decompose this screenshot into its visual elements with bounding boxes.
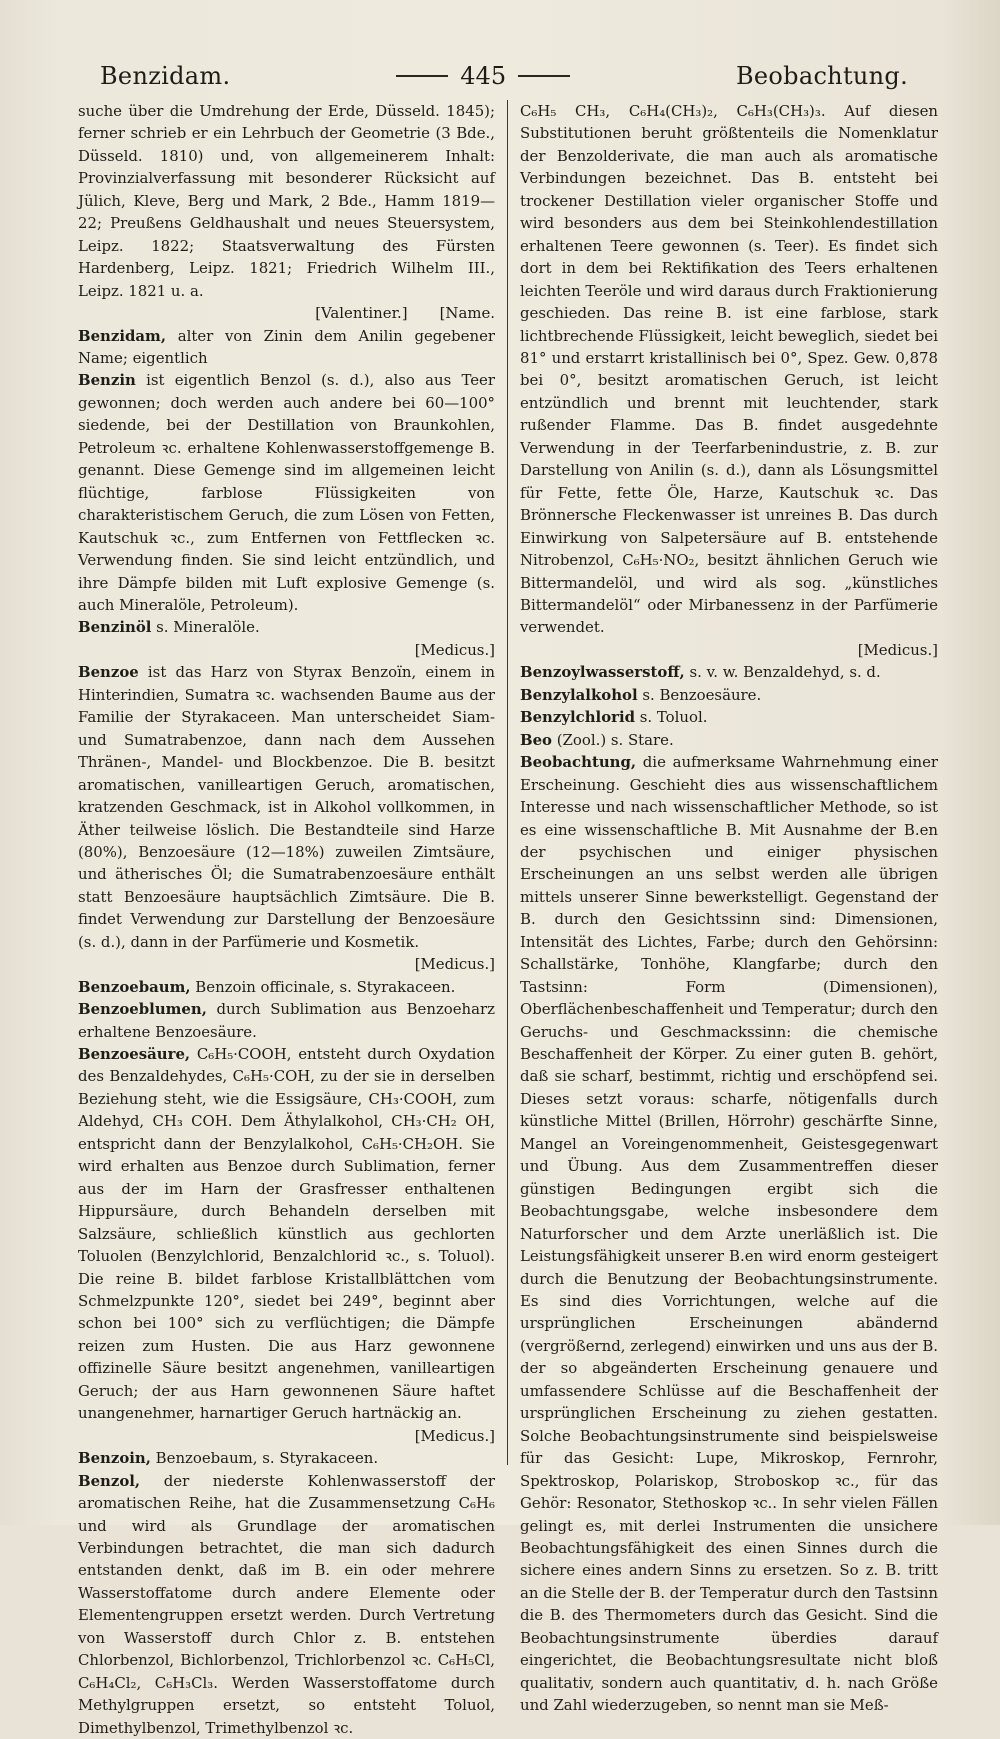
entry-headword: Benzol,	[78, 1471, 141, 1490]
entry-beobachtung: Beobachtung, die aufmerksame Wahrnehmung einer Erscheinung. Geschieht dies aus wissenschaftlichem Interesse und nach wissenschaftlicher Methode, so ist es eine wissenschaftliche B. Mit Ausnahme der B.en der psychischen und einiger physischen Erscheinungen an uns selbst werden alle übrigen mittels unserer Sinne bewerkstelligt. Gegenstand der B. durch den Gesichtssinn sind: Dimensionen, Intensität des Lichtes, Farbe; durch den Gehörsinn: Schallstärke, Tonhöhe, Klangfarbe; durch den Tastsinn: Form (Dimensionen), Oberflächenbeschaffenheit und Temperatur; durch den Geruchs- und Geschmackssinn: die chemische Beschaffenheit der Körper. Zu einer guten B. gehört, daß sie scharf, bestimmt, richtig und erschöpfend sei. Dieses setzt voraus: scharfe, nötigenfalls durch künstliche Mittel (Brillen, Hörrohr) geschärfte Sinne, Mangel an Voreingenommenheit, Geistesgegenwart und Übung. Aus dem Zusammentreffen dieser günstigen Bedingungen ergibt sich die Beobachtungsgabe, welche insbesondere dem Naturforscher und dem Arzte unerläßlich ist. Die Leistungsfähigkeit unserer B.en wird enorm gesteigert durch die Benutzung der Beobachtungsinstrumente. Es sind dies Vorrichtungen, welche auf die ursprünglichen Erscheinungen abändernd (vergrößernd, zerlegend) einwirken und uns aus der B. der so abgeänderten Erscheinung genauere und umfassendere Schlüsse auf die Beschaffenheit der ursprünglichen Erscheinung zu ziehen gestatten. Solche Beobachtungsinstrumente sind beispielsweise für das Gesicht: Lupe, Mikroskop, Fernrohr, Spektroskop, Polariskop, Stroboskop ꝛc., für das Gehör: Resonator, Stethoskop ꝛc.. In sehr vielen Fällen gelingt es, mit derlei Instrumenten die unsichere Beobachtungsfähigkeit des einen Sinnes durch die sichere eines andern Sinns zu ersetzen. So z. B. tritt an die Stelle der B. der Temperatur durch den Tastsinn die B. des Thermometers durch das Gesicht. Sind die Beobachtungsinstrumente überdies darauf eingerichtet, die Beobachtungsresultate nicht bloß qualitativ, sondern auch quantitativ, d. h. nach Größe und Zahl wiederzugeben, so nennt man sie Meß-	[520, 753, 938, 1715]
header-rule-left	[396, 75, 448, 77]
author-signature: [Valentiner.]	[315, 304, 408, 323]
right-column	[508, 100, 938, 1715]
entry-headword: Benzylalkohol	[520, 685, 638, 704]
entry-headword: Benzylchlorid	[520, 708, 636, 727]
entry-headword: Benzin	[78, 371, 136, 390]
entry-benzylchlorid: Benzylchlorid s. Toluol.	[520, 708, 708, 727]
two-column-body	[78, 100, 938, 1737]
entry-benzylalkohol: Benzylalkohol s. Benzoesäure.	[520, 685, 762, 704]
entry-headword: Benzoebaum,	[78, 977, 191, 996]
header-left-keyword: Benzidam.	[100, 62, 231, 90]
left-column	[78, 100, 508, 1737]
author-signature: [Medicus.]	[857, 640, 938, 659]
running-header	[100, 56, 908, 96]
entry-headword: Benzidam,	[78, 326, 166, 345]
entry-benzidam: Benzidam, alter von Zinin dem Anilin gegebener Name; eigentlich	[78, 326, 495, 367]
entry-benzoeblumen: Benzoeblumen, durch Sublimation aus Benzoeharz erhaltene Benzoesäure.	[78, 1000, 495, 1041]
entry-benzol-continuation: C₆H₅ CH₃, C₆H₄(CH₃)₂, C₆H₃(CH₃)₃. Auf diesen Substitutionen beruht größtenteils die Nomenklatur der Benzolderivate, die man auch als aromatische Verbindungen bezeichnet. Das B. entsteht bei trockener Destillation vieler organischer Stoffe und wird besonders aus dem bei Steinkohlendestillation erhaltenen Teere gewonnen (s. Teer). Es findet sich dort in dem bei Rektifikation des Teers erhaltenen leichten Teeröle und wird daraus durch Fraktionierung geschieden. Das reine B. ist eine farblose, stark lichtbrechende Flüssigkeit, leicht beweglich, siedet bei 81° und erstarrt kristallinisch bei 0°, Spez. Gew. 0,878 bei 0°, besitzt aromatischen Geruch, ist leicht entzündlich und brennt mit leuchtender, stark rußender Flamme. Das B. findet ausgedehnte Verwendung in der Teerfarbenindustrie, z. B. zur Darstellung von Anilin (s. d.), dann als Lösungsmittel für Fette, fette Öle, Harze, Kautschuk ꝛc. Das Brönnersche Fleckenwasser ist unreines B. Das durch Einwirkung von Salpetersäure auf B. entstehende Nitrobenzol, C₆H₅·NO₂, besitzt ähnlichen Geruch wie Bittermandelöl, und wird als sog. „künstliches Bittermandelöl“ oder Mirbanessenz in der Parfümerie verwendet. [Medicus.]	[520, 100, 938, 661]
entry-continuation: suche über die Umdrehung der Erde, Düsseld. 1845); ferner schrieb er ein Lehrbuch der Geometrie (3 Bde., Düsseld. 1810) und, von allgemeinerem Inhalt: Provinzialverfassung mit besonderer Rücksicht auf Jülich, Kleve, Berg und Mark, 2 Bde., Hamm 1819—22; Preußens Geldhaushalt und neues Steuersystem, Leipz. 1822; Staatsverwaltung des Fürsten Hardenberg, Leipz. 1821; Friedrich Wilhelm III., Leipz. 1821 u. a.	[78, 102, 495, 300]
entry-benzoin: Benzoin, Benzoebaum, s. Styrakaceen.	[78, 1449, 379, 1468]
page-number: 445	[460, 62, 507, 90]
author-signature: [Medicus.]	[414, 1426, 495, 1445]
entry-headword: Benzinöl	[78, 618, 152, 637]
entry-headword: Benzoin,	[78, 1449, 151, 1468]
entry-benzol: Benzol, der niederste Kohlenwasserstoff der aromatischen Reihe, hat die Zusammensetzung C₆H₆ und wird als Grundlage der aromatischen Verbindungen betrachtet, die man sich dadurch entstanden denkt, daß im B. ein oder mehrere Wasserstoffatome durch andere Elemente oder Elementengruppen ersetzt werden. Durch Vertretung von Wasserstoff durch Chlor z. B. entstehen Chlorbenzol, Bichlorbenzol, Trichlorbenzol ꝛc. C₆H₅Cl, C₆H₄Cl₂, C₆H₃Cl₃. Werden Wasserstoffatome durch Methylgruppen ersetzt, so entsteht Toluol, Dimethylbenzol, Trimethylbenzol ꝛc.	[78, 1471, 495, 1737]
entry-beo: Beo (Zool.) s. Stare.	[520, 730, 674, 749]
entry-benzoesaeure: Benzoesäure, C₆H₅·COOH, entsteht durch Oxydation des Benzaldehydes, C₆H₅·COH, zu der sie in derselben Beziehung steht, wie die Essigsäure, CH₃·COOH, zum Aldehyd, CH₃ COH. Dem Äthylalkohol, CH₃·CH₂ OH, entspricht dann der Benzylalkohol, C₆H₅·CH₂OH. Sie wird erhalten aus Benzoe durch Sublimation, ferner aus der im Harn der Grasfresser enthaltenen Hippursäure, durch Behandeln derselben mit Salzsäure, schließlich künstlich aus gechlorten Toluolen (Benzylchlorid, Benzalchlorid ꝛc., s. Toluol). Die reine B. bildet farblose Kristallblättchen vom Schmelzpunkte 120°, siedet bei 249°, beginnt aber schon bei 100° sich zu verflüchtigen; die Dämpfe reizen zum Husten. Die aus Harz gewonnene offizinelle Säure besitzt angenehmen, vanilleartigen Geruch; der aus Harn gewonnenen Säure haftet unangenehmer, harnartiger Geruch hartnäckig an. [Medicus.]	[78, 1043, 495, 1447]
entry-benzoe: Benzoe ist das Harz von Styrax Benzoïn, einem in Hinterindien, Sumatra ꝛc. wachsenden Baume aus der Familie der Styrakaceen. Man unterscheidet Siam- und Sumatrabenzoe, dann nach dem Aussehen Thränen-, Mandel- und Blockbenzoe. Die B. besitzt aromatischen, vanilleartigen Geruch, aromatischen, kratzenden Geschmack, ist in Alkohol vollkommen, in Äther teilweise löslich. Die Bestandteile sind Harze (80%), Benzoesäure (12—18%) zuweilen Zimtsäure, und ätherisches Öl; die Sumatrabenzoesäure enthält statt Benzoesäure hauptsächlich Zimtsäure. Die B. findet Verwendung zur Darstellung der Benzoesäure (s. d.), dann in der Parfümerie und Kosmetik. [Medicus.]	[78, 661, 495, 975]
source-line	[78, 302, 495, 324]
entry-benzinoel: Benzinöl s. Mineralöle. [Medicus.]	[78, 616, 495, 661]
author-signature: [Name.	[439, 304, 495, 323]
entry-headword: Benzoeblumen,	[78, 1000, 207, 1019]
header-rule-right	[518, 75, 570, 77]
page-number-group	[396, 62, 570, 90]
entry-benzin: Benzin ist eigentlich Benzol (s. d.), also aus Teer gewonnen; doch werden auch andere bei 60—100° siedende, bei der Destillation von Braunkohlen, Petroleum ꝛc. erhaltene Kohlenwasserstoffgemenge B. genannt. Diese Gemenge sind im allgemeinen leicht flüchtige, farblose Flüssigkeiten von charakteristischem Geruch, die zum Lösen von Fetten, Kautschuk ꝛc., zum Entfernen von Fettflecken ꝛc. Verwendung finden. Sie sind leicht entzündlich, und ihre Dämpfe bilden mit Luft explosive Gemenge (s. auch Mineralöle, Petroleum).	[78, 371, 495, 614]
entry-headword: Benzoe	[78, 663, 139, 682]
entry-headword: Beobachtung,	[520, 753, 637, 772]
entry-benzoebaum: Benzoebaum, Benzoin officinale, s. Styrakaceen.	[78, 977, 456, 996]
entry-headword: Benzoesäure,	[78, 1045, 191, 1064]
entry-headword: Beo	[520, 730, 552, 749]
entry-benzoylwasserstoff: Benzoylwasserstoff, s. v. w. Benzaldehyd, s. d.	[520, 663, 881, 682]
header-right-keyword: Beobachtung.	[735, 62, 908, 90]
author-signature: [Medicus.]	[414, 640, 495, 659]
entry-headword: Benzoylwasserstoff,	[520, 663, 685, 682]
author-signature: [Medicus.]	[414, 955, 495, 974]
